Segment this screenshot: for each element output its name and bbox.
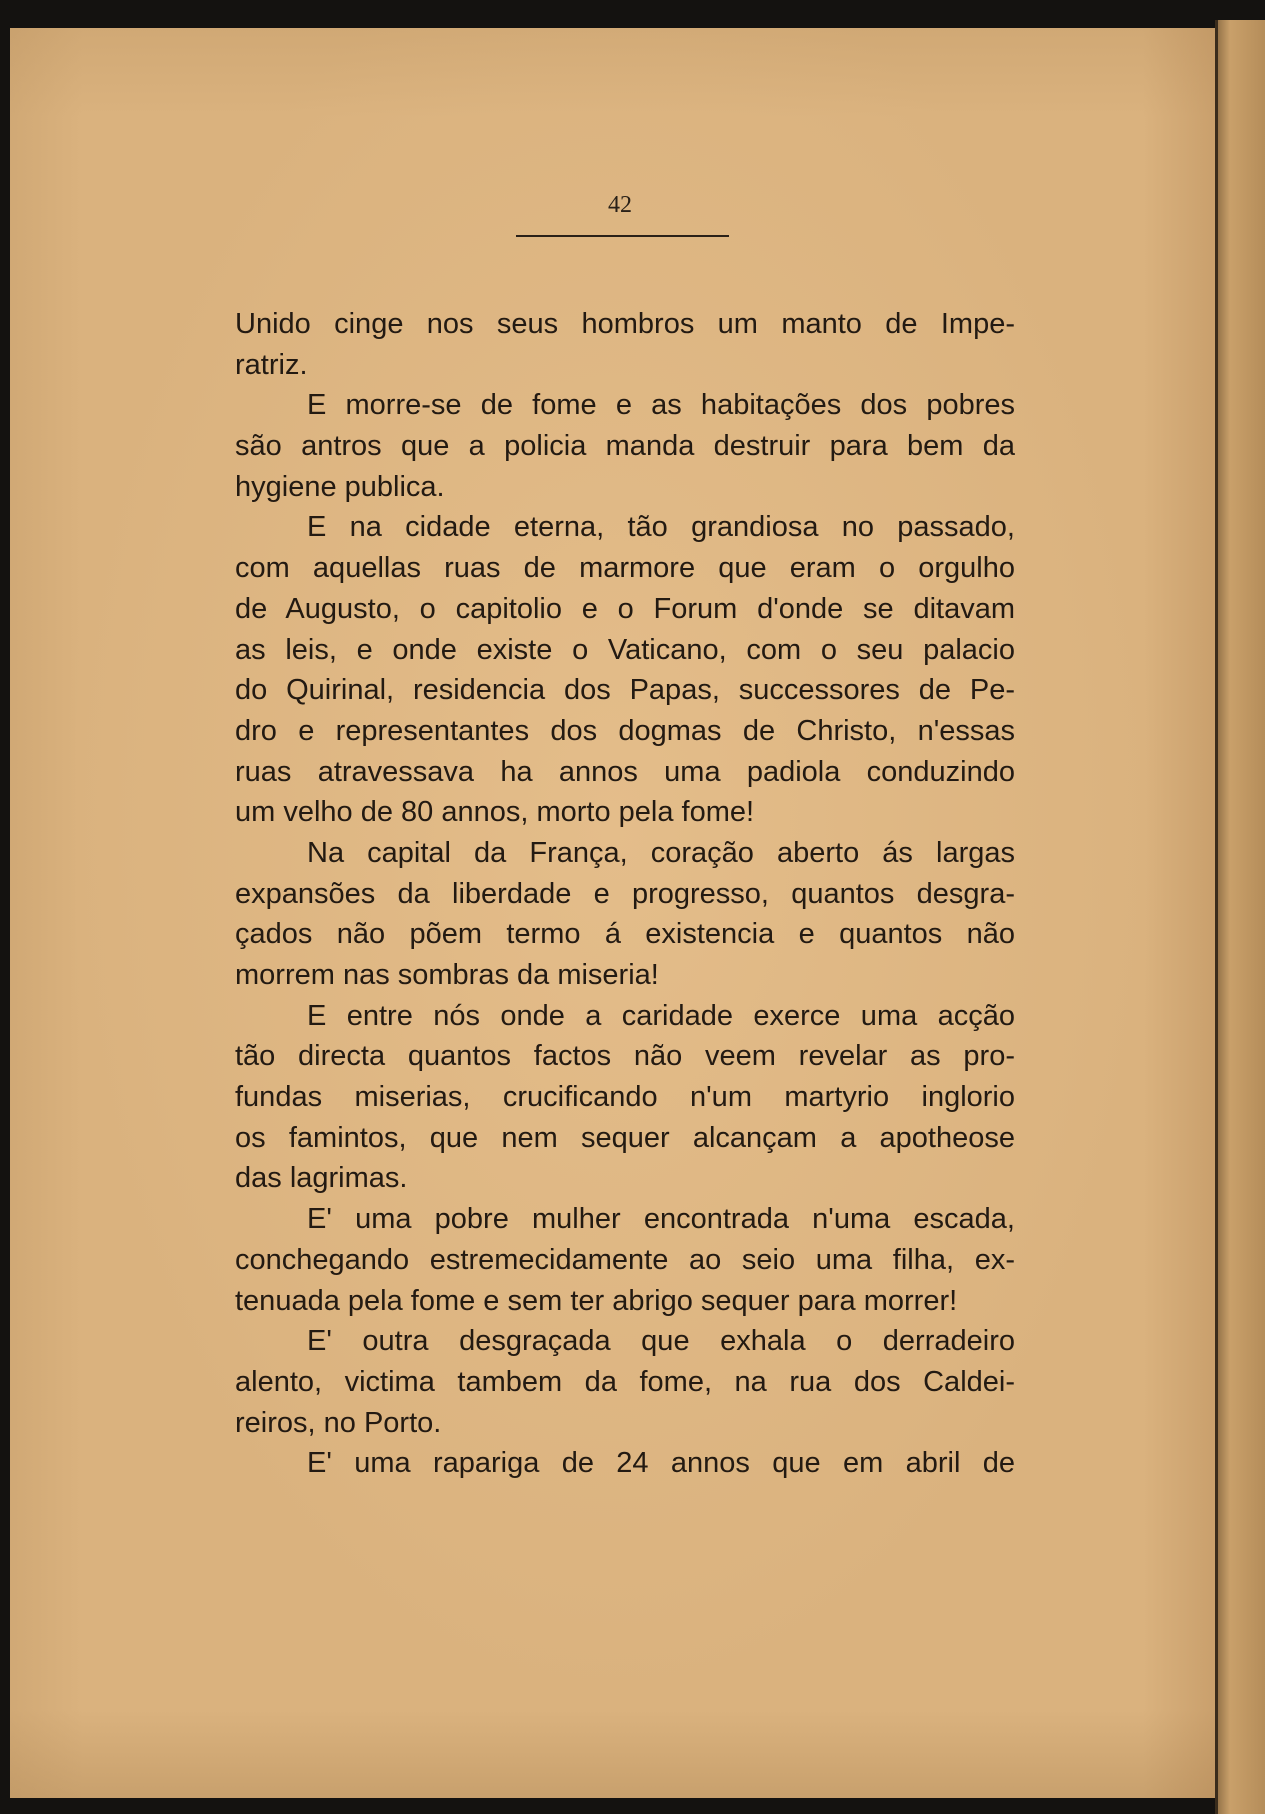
text-line: dro e representantes dos dogmas de Christo, n'essas [235,714,1015,747]
text-line: morrem nas sombras da miseria! [235,959,659,991]
page-number: 42 [608,192,632,218]
text-line: com aquellas ruas de marmore que eram o orgulho [235,552,1015,585]
text-line: E morre-se de fome e as habitações dos pobres [307,389,1015,422]
text-line: são antros que a policia manda destruir para bem da [235,430,1015,463]
text-line: do Quirinal, residencia dos Papas, successores de Pe- [235,674,1015,707]
text-line: E' outra desgraçada que exhala o derradeiro [307,1325,1015,1358]
text-line: um velho de 80 annos, morto pela fome! [235,796,755,829]
text-line: E' uma pobre mulher encontrada n'uma escada, [307,1203,1015,1236]
text-line: çados não põem termo á existencia e quantos não [235,918,1015,951]
text-line: E entre nós onde a caridade exerce uma acção [307,999,1015,1032]
text-line: as leis, e onde existe o Vaticano, com o seu palacio [235,633,1015,666]
text-line: das lagrimas. [235,1162,408,1195]
text-line: Unido cinge nos seus hombros um manto de Impe- [235,308,1015,340]
text-line: E na cidade eterna, tão grandiosa no passado, [307,511,1015,544]
text-line: alento, victima tambem da fome, na rua dos Caldei- [235,1365,1015,1398]
text-line: Na capital da França, coração aberto ás largas [307,836,1015,869]
text-line: expansões da liberdade e progresso, quantos desgra- [235,877,1015,910]
text-line: tão directa quantos factos não veem revelar as pro- [235,1040,1015,1073]
text-line: ratriz. [235,348,308,381]
text-line: de Augusto, o capitolio e o Forum d'onde se ditavam [235,592,1015,625]
text-line: fundas miserias, crucificando n'um martyrio inglorio [235,1081,1015,1114]
text-line: hygiene publica. [235,470,445,503]
adjacent-page-edge [1215,20,1265,1814]
header-rule [516,235,729,237]
text-line: ruas atravessava ha annos uma padiola conduzindo [235,755,1015,788]
text-line: E' uma rapariga de 24 annos que em abril de [307,1447,1015,1480]
text-line: os famintos, que nem sequer alcançam a apotheose [235,1121,1015,1154]
text-line: reiros, no Porto. [235,1406,442,1439]
text-line: conchegando estremecidamente ao seio uma filha, ex- [235,1243,1015,1276]
text-line: tenuada pela fome e sem ter abrigo sequer para morrer! [235,1284,958,1317]
body-text [235,304,1015,1484]
